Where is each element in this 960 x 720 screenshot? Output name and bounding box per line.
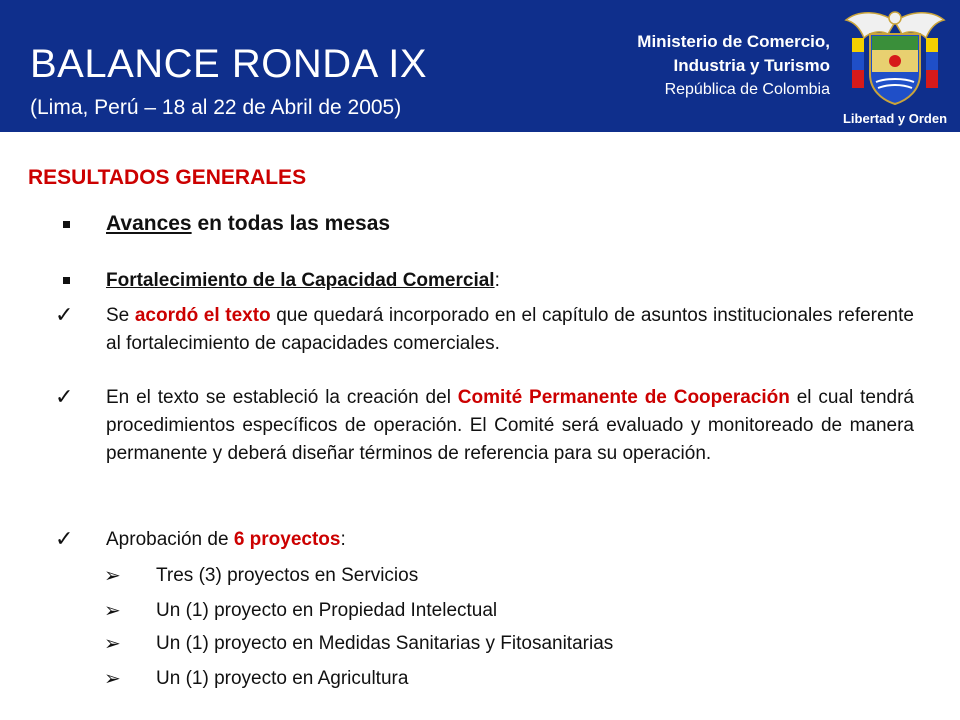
square-bullet-icon: [63, 221, 70, 228]
check-item-comite-pre: En el texto se estableció la creación del: [106, 387, 458, 408]
arrow-bullet-icon: ➢: [104, 633, 121, 655]
square-bullet-icon: [63, 277, 70, 284]
section-title: RESULTADOS GENERALES: [28, 166, 307, 189]
check-item-proyectos: [106, 526, 914, 554]
bullet-avances-rest: en todas las mesas: [191, 212, 391, 235]
crest-motto: Libertad y Orden: [842, 111, 948, 126]
checkmark-icon: ✓: [55, 384, 74, 409]
check-item-comite-highlight: Comité Permanente de Cooperación: [457, 387, 790, 408]
check-item-acuerdo-highlight: acordó el texto: [134, 305, 271, 326]
ministry-line-3: República de Colombia: [664, 81, 830, 98]
bullet-fortalecimiento-underlined: Fortalecimiento de la Capacidad Comercial: [106, 270, 495, 291]
check-item-acuerdo-post: que quedará incorporado en el capítulo de asuntos institucionales referente al fortalecimiento de capacidades comerciales.: [106, 305, 914, 354]
check-item-proyectos-post: :: [340, 529, 346, 550]
bullet-avances-underlined: Avances: [106, 212, 192, 235]
project-item: Tres (3) proyectos en Servicios: [156, 565, 419, 586]
arrow-bullet-icon: ➢: [104, 668, 121, 690]
check-item-proyectos-highlight: 6 proyectos: [233, 529, 341, 550]
check-item-proyectos-pre: Aprobación de: [106, 529, 234, 550]
arrow-bullet-icon: ➢: [104, 600, 121, 622]
bullet-avances: [106, 210, 914, 238]
page-title: BALANCE RONDA IX: [30, 42, 428, 86]
check-item-comite: [106, 384, 914, 468]
bullet-fortalecimiento: [106, 267, 914, 295]
coat-of-arms-logo: [840, 4, 950, 130]
bullet-fortalecimiento-rest: :: [494, 270, 500, 291]
checkmark-icon: ✓: [55, 526, 74, 551]
check-item-acuerdo-pre: Se: [106, 305, 135, 326]
project-item: Un (1) proyecto en Propiedad Intelectual: [156, 600, 498, 621]
coat-of-arms-icon: [840, 4, 950, 112]
page-subtitle: (Lima, Perú – 18 al 22 de Abril de 2005): [30, 96, 402, 119]
ministry-line-1: Ministerio de Comercio,: [637, 32, 830, 51]
ministry-block: [637, 30, 830, 102]
check-item-comite-post: el cual tendrá procedimientos específicos de operación. El Comité será evaluado y monitoreado de manera permanente y deberá diseñar términos de referencia para su operación.: [106, 387, 914, 464]
project-item: Un (1) proyecto en Medidas Sanitarias y Fitosanitarias: [156, 633, 614, 654]
header-banner: [0, 0, 960, 134]
arrow-bullet-icon: ➢: [104, 565, 121, 587]
ministry-line-2: Industria y Turismo: [673, 56, 830, 75]
project-item: Un (1) proyecto en Agricultura: [156, 668, 409, 689]
checkmark-icon: ✓: [55, 302, 74, 327]
check-item-acuerdo: [106, 302, 914, 358]
